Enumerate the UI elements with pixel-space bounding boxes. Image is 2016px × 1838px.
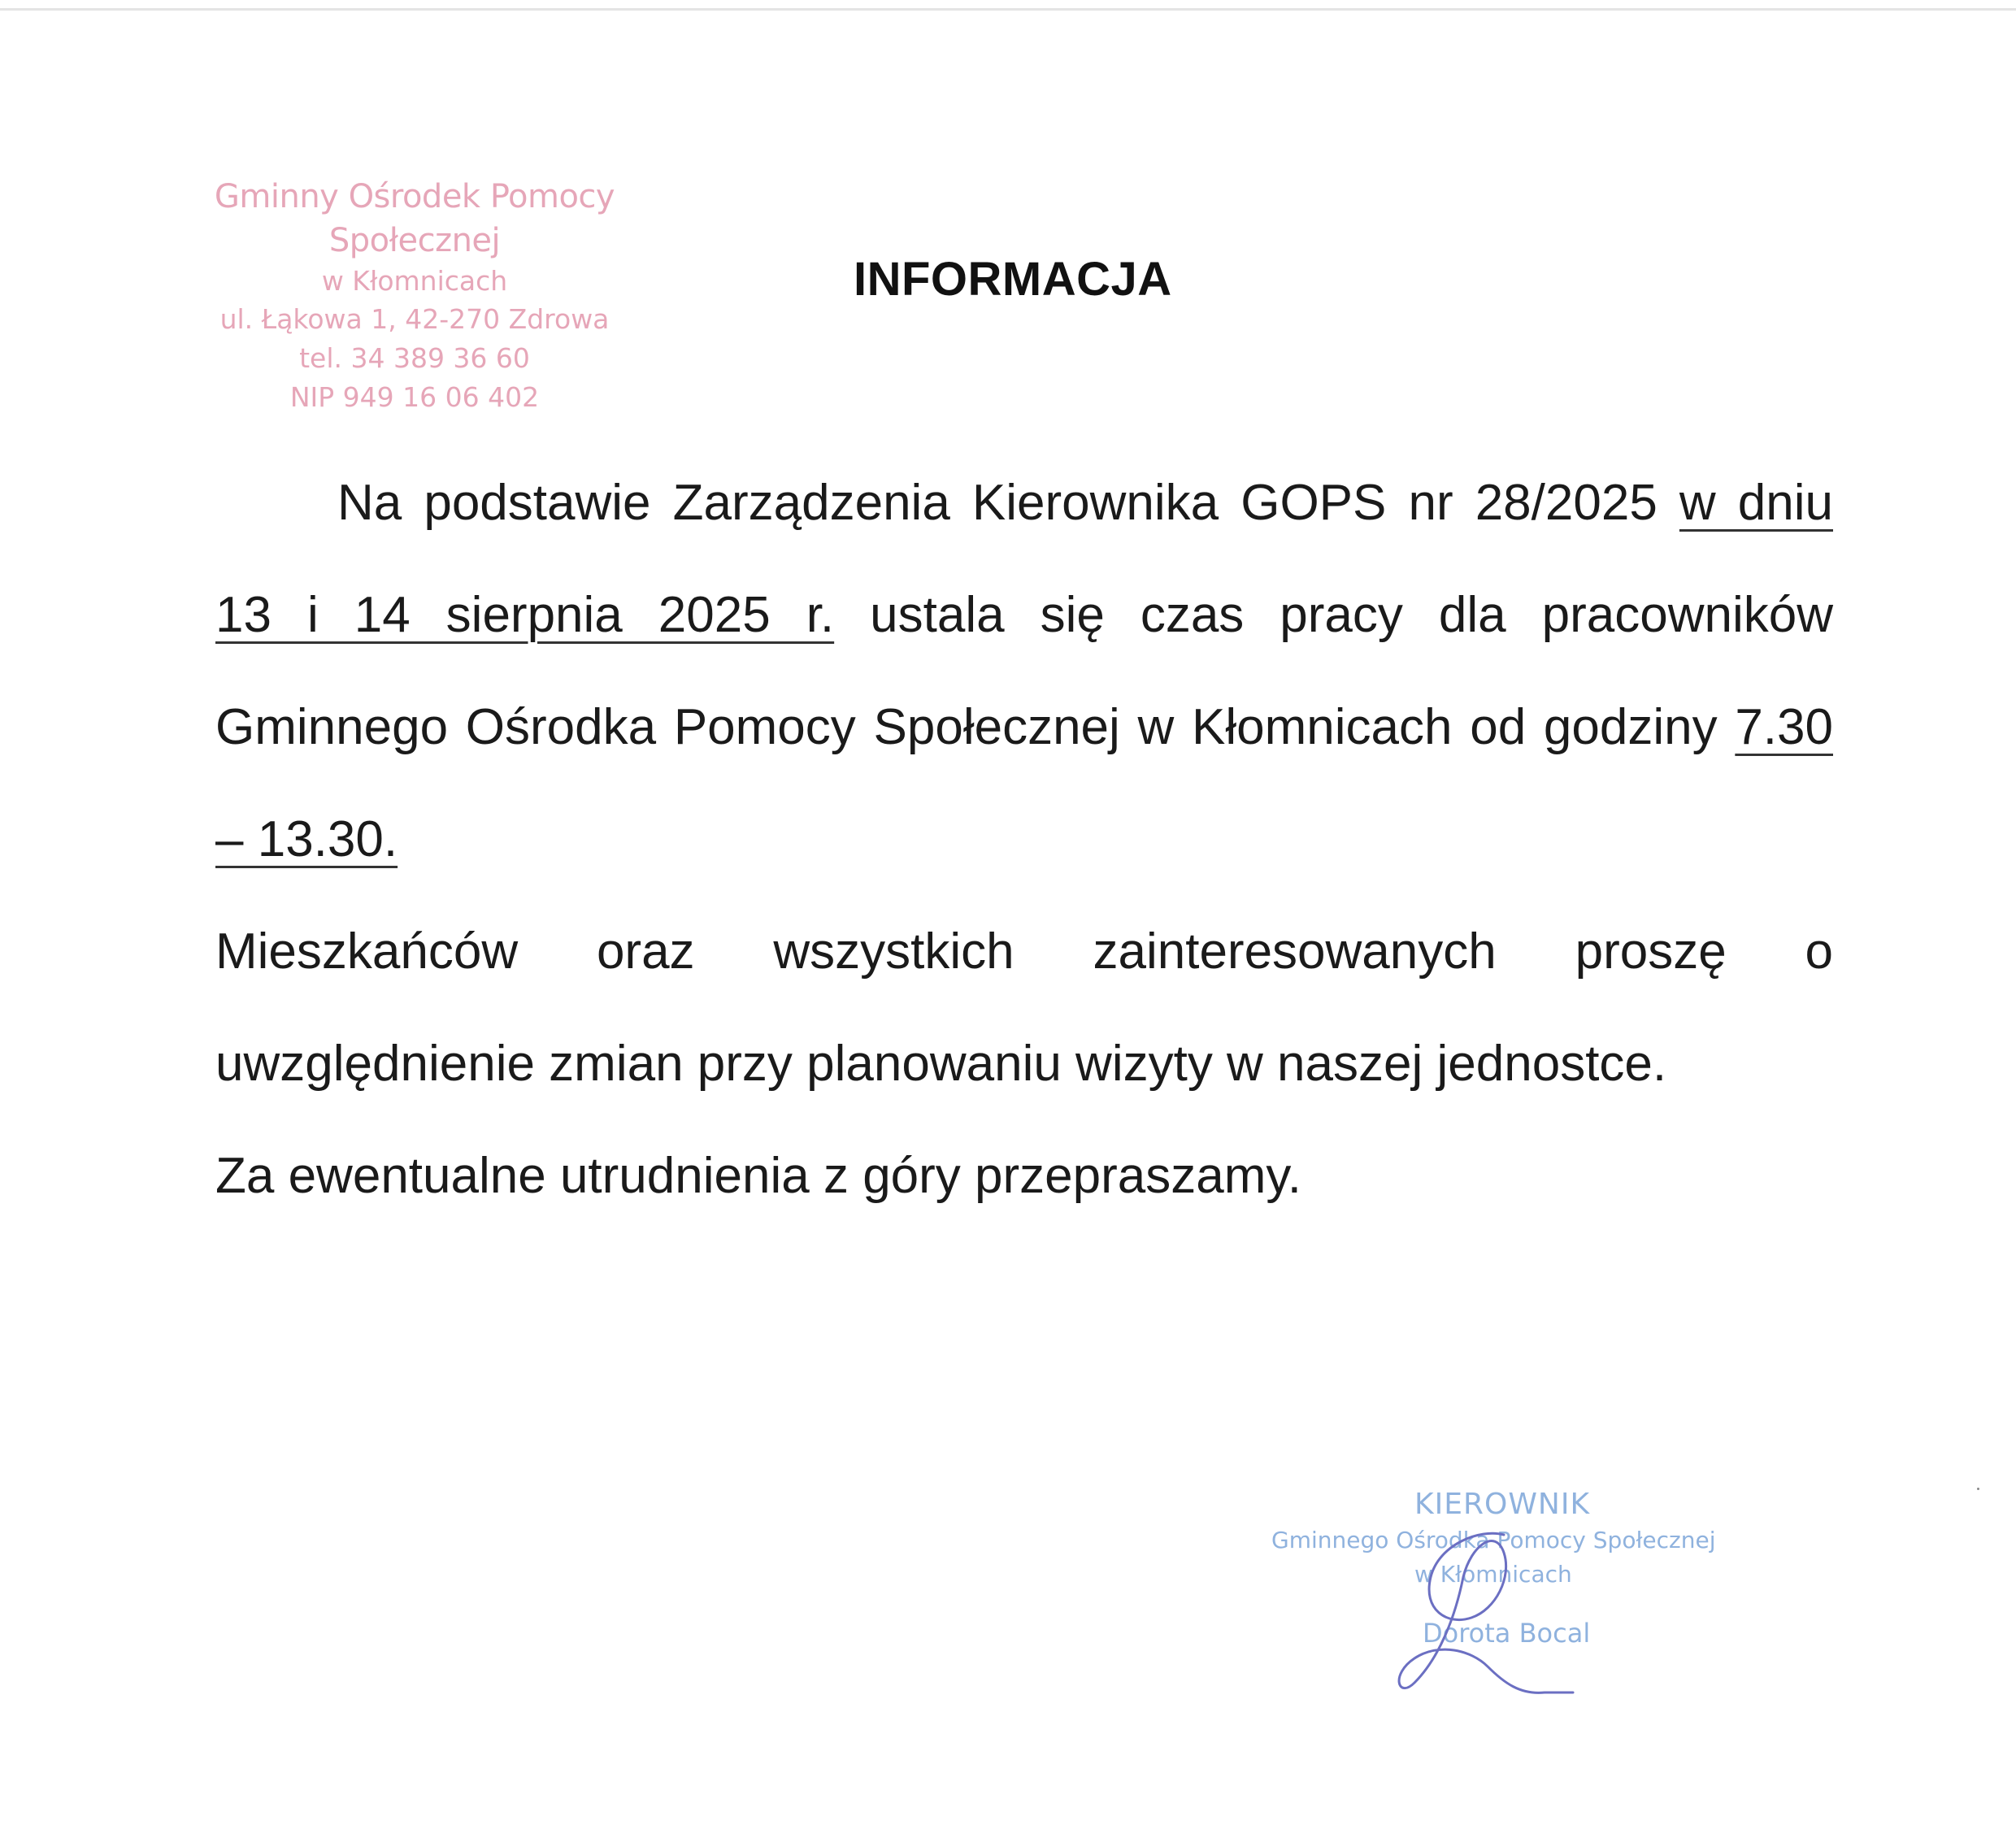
scan-edge-line [0, 8, 2016, 11]
stamp-phone: tel. 34 389 36 60 [299, 342, 530, 374]
announcement-text-start: Na podstawie Zarządzenia Kierownika GOPS nr 28/2025 [337, 475, 1679, 531]
handwritten-signature [1382, 1496, 1593, 1707]
stamp-org-name: Gminny Ośrodek Pomocy Społecznej [214, 178, 615, 259]
signature-name: Dorota Bocal [1423, 1618, 1591, 1649]
signature-org: Gminnego Ośrodka Pomocy Społecznej [1271, 1527, 1716, 1553]
announcement-hours: 7.30 – 13.30. [215, 699, 1833, 867]
document-title: INFORMACJA [854, 253, 1172, 306]
paragraph-request: Mieszkańców oraz wszystkich zainteresowanych proszę o uwzględnienie zmian przy planowaniu wizyty w naszej jednostce. [215, 923, 1833, 1092]
paragraph-announcement [215, 447, 1833, 896]
signature-stroke [1399, 1533, 1573, 1692]
announcement-date: w dniu 13 i 14 sierpnia 2025 r. [215, 475, 1833, 643]
scan-speck [1977, 1488, 1979, 1490]
stamp-nip: NIP 949 16 06 402 [289, 381, 540, 413]
announcement-text-middle: ustala się czas pracy dla pracowników Gminnego Ośrodka Pomocy Społecznej w Kłomnicach od godziny [215, 587, 1834, 755]
document-body [215, 447, 1833, 1232]
stamp-address: ul. Łąkowa 1, 42-270 Zdrowa [219, 303, 610, 335]
header-stamp [154, 175, 675, 417]
stamp-town: w Kłomnicach [321, 265, 508, 297]
signature-title: KIEROWNIK [1414, 1488, 1591, 1521]
paragraph-apology: Za ewentualne utrudnienia z góry przepraszamy. [215, 1148, 1301, 1204]
signature-town: w Kłomnicach [1414, 1561, 1572, 1588]
